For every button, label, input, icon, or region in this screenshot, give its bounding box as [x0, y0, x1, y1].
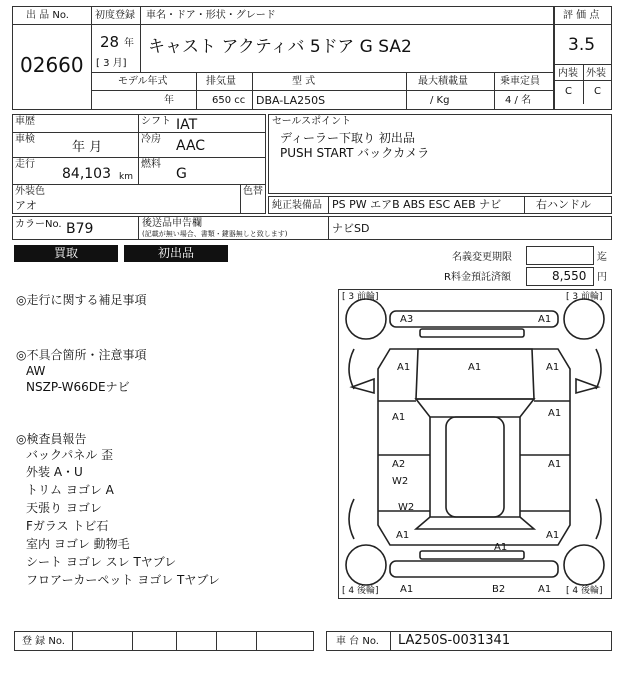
inspector-item: トリム ヨゴレ A: [26, 483, 114, 497]
max-load-label: 最大積載量: [418, 76, 468, 87]
name-change-box: [526, 246, 594, 265]
shift-label: シフト: [141, 116, 171, 127]
damage-code-front-bumper-right: A1: [538, 314, 552, 325]
capacity-label: 乗車定員: [500, 76, 540, 87]
details-box: [12, 114, 266, 214]
lot-number-label: 出 品 No.: [26, 10, 69, 21]
inspector-item: 室内 ヨゴレ 動物毛: [26, 537, 130, 551]
mileage-value: 84,103: [62, 166, 111, 182]
damage-code-front-door-left: A1: [392, 412, 406, 423]
damage-code-front-bumper-left: A3: [400, 314, 414, 325]
history-label: 車歴: [15, 116, 35, 127]
damage-code-rear-bumper-left: A1: [400, 584, 414, 595]
equipment-value: PS PW エアB ABS ESC AEB ナビ: [332, 198, 502, 211]
shift-value: IAT: [176, 117, 198, 133]
chassis-no-label: 車 台 No.: [336, 636, 379, 647]
damage-code-rear-door-left: A2: [392, 459, 406, 470]
displacement: 650 cc: [212, 95, 246, 106]
inspection-label: 車検: [15, 134, 35, 145]
color-no-value: B79: [66, 221, 94, 237]
inspector-item: バックパネル 歪: [26, 448, 114, 462]
type-label: 型 式: [292, 76, 316, 87]
sales-point-label: セールスポイント: [272, 116, 352, 127]
exterior-label: 外装: [586, 68, 606, 79]
first-registration-month: [ 3 月]: [96, 58, 127, 69]
model-type: DBA-LA250S: [256, 94, 326, 107]
recycle-unit: 円: [597, 272, 607, 283]
first-registration-label: 初度登録: [95, 10, 135, 21]
inspector-item: フロアーカーペット ヨゴレ Tヤブレ: [26, 573, 220, 587]
name-change-label: 名義変更期限: [452, 252, 512, 263]
max-load: / Kg: [430, 95, 450, 106]
inspector-item: 外装 A・U: [26, 465, 83, 479]
ext-color-value: アオ: [15, 199, 37, 212]
damage-code-rear-bumper-right: A1: [538, 584, 552, 595]
damage-code-quarter-left: A1: [396, 530, 410, 541]
damage-code-fender-right: A1: [546, 362, 560, 373]
damage-code-trunk: A1: [494, 542, 508, 553]
inspector-item: 天張り ヨゴレ: [26, 501, 102, 515]
year-suffix: 年: [124, 38, 134, 49]
chassis-no-value: LA250S-0031341: [398, 633, 511, 648]
equipment-label: 純正装備品: [272, 200, 322, 211]
sales-point-line-1: ディーラー下取り 初出品: [280, 131, 415, 145]
inspector-item: シート ヨゴレ スレ Tヤブレ: [26, 555, 177, 569]
tire-front-left: [ 3 前輪]: [342, 292, 379, 302]
inspector-item: Fガラス トビ石: [26, 519, 109, 533]
damage-code-rear-door-left-w: W2: [392, 476, 409, 487]
fuel-label: 燃料: [141, 159, 161, 170]
first-registration-year: 28: [100, 33, 120, 51]
fuel-value: G: [176, 166, 187, 182]
tire-rear-right: [ 4 後輪]: [566, 586, 603, 596]
docs-value: ナビSD: [332, 222, 370, 235]
tire-rear-left: [ 4 後輪]: [342, 586, 379, 596]
recycle-value: 8,550: [552, 269, 587, 283]
interior-label: 内装: [558, 68, 578, 79]
damage-code-fender-left: A1: [397, 362, 411, 373]
color-no-box: [12, 216, 612, 240]
interior-grade: C: [565, 86, 572, 97]
damage-code-rear-door-right: A1: [548, 459, 562, 470]
score-label: 評 価 点: [563, 10, 600, 21]
defects-label: ◎不具合箇所・注意事項: [16, 348, 147, 362]
defect-item: AW: [26, 364, 46, 378]
color-no-label: カラーNo.: [15, 219, 62, 230]
damage-code-quarter-left-w: W2: [398, 502, 415, 513]
displacement-label: 排気量: [206, 76, 236, 87]
steering-value: 右ハンドル: [536, 198, 591, 211]
car-outline-diagram: [338, 289, 612, 599]
ac-label: 冷房: [141, 134, 161, 145]
mileage-unit: km: [119, 172, 133, 182]
recycle-label: R料金預託済額: [444, 272, 511, 283]
exterior-grade: C: [594, 86, 601, 97]
buy-button[interactable]: 買取: [14, 245, 118, 262]
first-listing-button[interactable]: 初出品: [124, 245, 228, 262]
damage-code-hood: A1: [468, 362, 482, 373]
defect-item: NSZP-W66DEナビ: [26, 380, 130, 394]
running-notes-label: ◎走行に関する補足事項: [16, 293, 147, 307]
damage-code-quarter-right: A1: [546, 530, 560, 541]
mileage-label: 走行: [15, 159, 35, 170]
score-value: 3.5: [568, 35, 596, 55]
color-change-label: 色替: [243, 186, 263, 197]
docs-label: 後送品申告欄: [142, 218, 202, 229]
sales-point-line-2: PUSH START バックカメラ: [280, 146, 430, 160]
tire-front-right: [ 3 前輪]: [566, 292, 603, 302]
model-name: キャスト アクティバ 5ドア G SA2: [148, 37, 412, 57]
model-year-label: モデル年式: [118, 76, 168, 87]
model-year-suffix: 年: [164, 95, 174, 106]
docs-note: (記載が無い場合、書類・鍵器無しと致します): [142, 230, 288, 238]
inspector-report-label: ◎検査員報告: [16, 432, 87, 446]
inspection-value: 年 月: [72, 140, 103, 155]
damage-code-rear-bumper-center: B2: [492, 584, 506, 595]
ext-color-label: 外装色: [15, 186, 45, 197]
ac-value: AAC: [176, 138, 206, 154]
damage-code-front-door-right: A1: [548, 408, 562, 419]
model-name-label: 車名・ドア・形状・グレード: [146, 10, 276, 21]
name-change-suffix: 迄: [597, 252, 607, 263]
lot-number: 02660: [20, 53, 84, 77]
capacity: 4 / 名: [505, 95, 532, 106]
registration-no-label: 登 録 No.: [22, 636, 65, 647]
